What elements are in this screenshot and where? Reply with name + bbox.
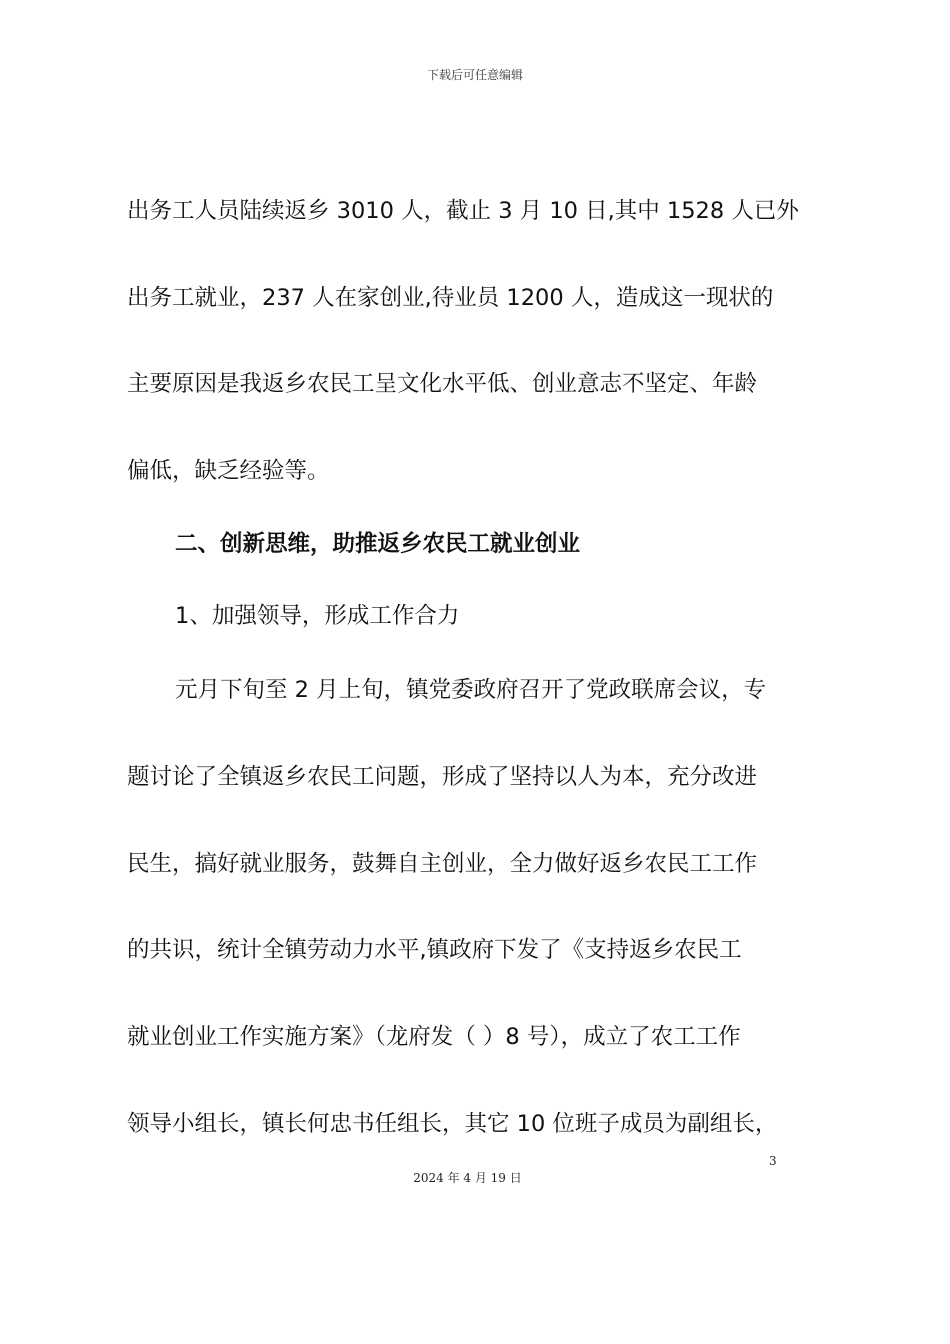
body-line: 偏低，缺乏经验等。: [127, 458, 330, 484]
body-line: 元月下旬至 2 月上旬，镇党委政府召开了党政联席会议，专: [175, 677, 767, 703]
body-line: 民生，搞好就业服务，鼓舞自主创业，全力做好返乡农民工工作: [127, 851, 758, 877]
body-line: 主要原因是我返乡农民工呈文化水平低、创业意志不坚定、年龄: [127, 371, 758, 397]
body-line: 出务工就业，237 人在家创业,待业员 1200 人，造成这一现状的: [127, 285, 774, 311]
page-number: 3: [769, 1154, 777, 1168]
body-line: 领导小组长，镇长何忠书任组长，其它 10 位班子成员为副组长，: [127, 1111, 778, 1137]
body-line: 题讨论了全镇返乡农民工问题，形成了坚持以人为本，充分改进: [127, 764, 758, 790]
page-header: 下载后可任意编辑: [426, 68, 523, 82]
body-line: 的共识，统计全镇劳动力水平,镇政府下发了《支持返乡农民工: [127, 937, 742, 963]
body-line: 出务工人员陆续返乡 3010 人，截止 3 月 10 日,其中 1528 人已外: [127, 198, 799, 224]
section-heading: 二、创新思维，助推返乡农民工就业创业: [175, 531, 581, 557]
body-line: 就业创业工作实施方案》（龙府发（ ）8 号），成立了农工工作: [127, 1024, 741, 1050]
subsection-heading: 1、加强领导，形成工作合力: [175, 603, 460, 629]
footer-date: 2024 年 4 月 19 日: [413, 1171, 522, 1185]
